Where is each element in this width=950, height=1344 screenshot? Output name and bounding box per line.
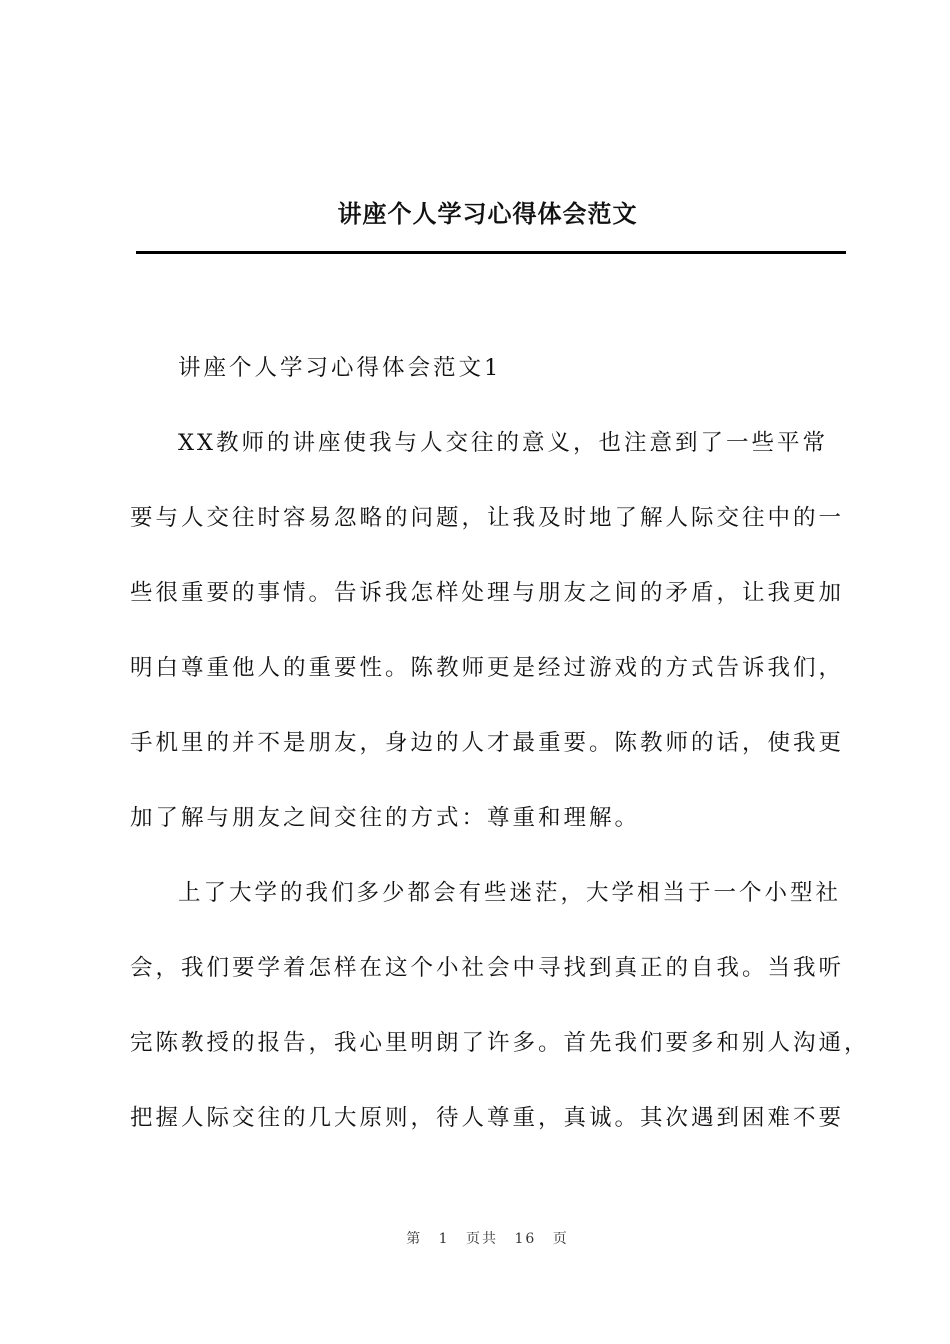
section-heading: 讲座个人学习心得体会范文1 xyxy=(178,355,502,381)
document-title: 讲座个人学习心得体会范文 xyxy=(337,199,638,228)
title-divider xyxy=(136,251,846,254)
paragraph-line: 加了解与朋友之间交往的方式：尊重和理解。 xyxy=(130,805,641,831)
paragraph-line: 完陈教授的报告，我心里明朗了许多。首先我们要多和别人沟通， xyxy=(130,1030,870,1056)
paragraph-line: 手机里的并不是朋友，身边的人才最重要。陈教师的话，使我更 xyxy=(130,730,845,756)
page-number-footer: 第 1 页共 16 页 xyxy=(406,1231,569,1247)
paragraph-line: 要与人交往时容易忽略的问题，让我及时地了解人际交往中的一 xyxy=(130,505,845,531)
document-body xyxy=(130,345,870,1170)
paragraph-line: 会，我们要学着怎样在这个小社会中寻找到真正的自我。当我听 xyxy=(130,955,845,981)
paragraph-line: 把握人际交往的几大原则，待人尊重，真诚。其次遇到困难不要 xyxy=(130,1105,845,1131)
paragraph-line: 明白尊重他人的重要性。陈教师更是经过游戏的方式告诉我们， xyxy=(130,655,845,681)
paragraph-line: 上了大学的我们多少都会有些迷茫，大学相当于一个小型社 xyxy=(178,880,842,906)
paragraph-line: 些很重要的事情。告诉我怎样处理与朋友之间的矛盾，让我更加 xyxy=(130,580,845,606)
paragraph-line: XX教师的讲座使我与人交往的意义，也注意到了一些平常 xyxy=(178,430,829,456)
